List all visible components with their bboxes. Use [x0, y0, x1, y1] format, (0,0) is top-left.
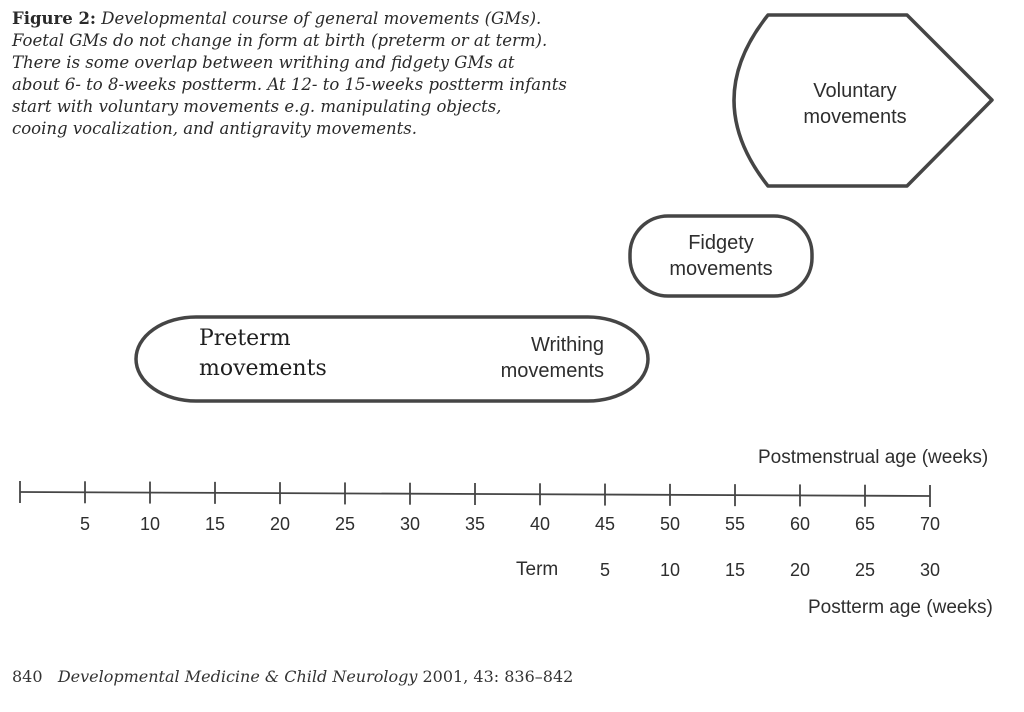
- postterm-tick-label: 25: [854, 560, 876, 580]
- postterm-tick-label: 5: [599, 560, 610, 580]
- caption-text-1: Developmental course of general movements (GMs).: [101, 9, 542, 28]
- caption-line-3: There is some overlap between writhing and fidgety GMs at: [12, 53, 515, 72]
- fidgety-label-line1: Fidgety: [688, 232, 754, 254]
- postmenstrual-tick-label: 50: [659, 514, 681, 534]
- voluntary-label-line1: Voluntary: [813, 80, 897, 102]
- postterm-age-label: Postterm age (weeks): [808, 597, 993, 618]
- caption-line-5: start with voluntary movements e.g. manipulating objects,: [12, 97, 502, 116]
- writhing-label: [470, 332, 604, 384]
- postterm-tick-label: 20: [789, 560, 811, 580]
- caption-label: Figure 2:: [12, 9, 97, 28]
- postmenstrual-tick-label: 5: [79, 514, 90, 534]
- writhing-label-line2: movements: [500, 360, 604, 382]
- fidgety-label: [656, 230, 786, 282]
- page-footer: [12, 667, 573, 686]
- voluntary-label: [790, 78, 920, 130]
- caption-line-4: about 6- to 8-weeks postterm. At 12- to 15-weeks postterm infants: [12, 75, 567, 94]
- postmenstrual-tick-label: 10: [139, 514, 161, 534]
- preterm-label-line2: movements: [199, 356, 327, 381]
- preterm-label: [199, 324, 327, 384]
- postmenstrual-tick-label: 20: [269, 514, 291, 534]
- postmenstrual-tick-label: 25: [334, 514, 356, 534]
- axis-ticks: [20, 481, 930, 507]
- postterm-tick-label: 30: [919, 560, 941, 580]
- postmenstrual-tick-label: 70: [919, 514, 941, 534]
- preterm-label-line1: Preterm: [199, 326, 291, 351]
- postmenstrual-tick-label: 15: [204, 514, 226, 534]
- page-number: 840: [12, 667, 43, 686]
- postmenstrual-tick-label: 45: [594, 514, 616, 534]
- postmenstrual-age-label: Postmenstrual age (weeks): [758, 447, 989, 468]
- postmenstrual-tick-label: 30: [399, 514, 421, 534]
- voluntary-label-line2: movements: [803, 106, 907, 128]
- journal-name: Developmental Medicine & Child Neurology: [57, 667, 418, 686]
- fidgety-label-line2: movements: [669, 258, 773, 280]
- postmenstrual-tick-label: 35: [464, 514, 486, 534]
- caption-line-6: cooing vocalization, and antigravity movements.: [12, 119, 417, 138]
- caption-line-2: Foetal GMs do not change in form at birth (preterm or at term).: [12, 31, 548, 50]
- citation: 2001, 43: 836–842: [422, 667, 574, 686]
- postterm-tick-label: 10: [659, 560, 681, 580]
- term-label: Term: [516, 559, 559, 580]
- postmenstrual-tick-label: 65: [854, 514, 876, 534]
- postterm-tick-label: 15: [724, 560, 746, 580]
- postmenstrual-tick-label: 55: [724, 514, 746, 534]
- postmenstrual-tick-label: 60: [789, 514, 811, 534]
- postmenstrual-tick-label: 40: [529, 514, 551, 534]
- writhing-label-line1: Writhing: [531, 334, 604, 356]
